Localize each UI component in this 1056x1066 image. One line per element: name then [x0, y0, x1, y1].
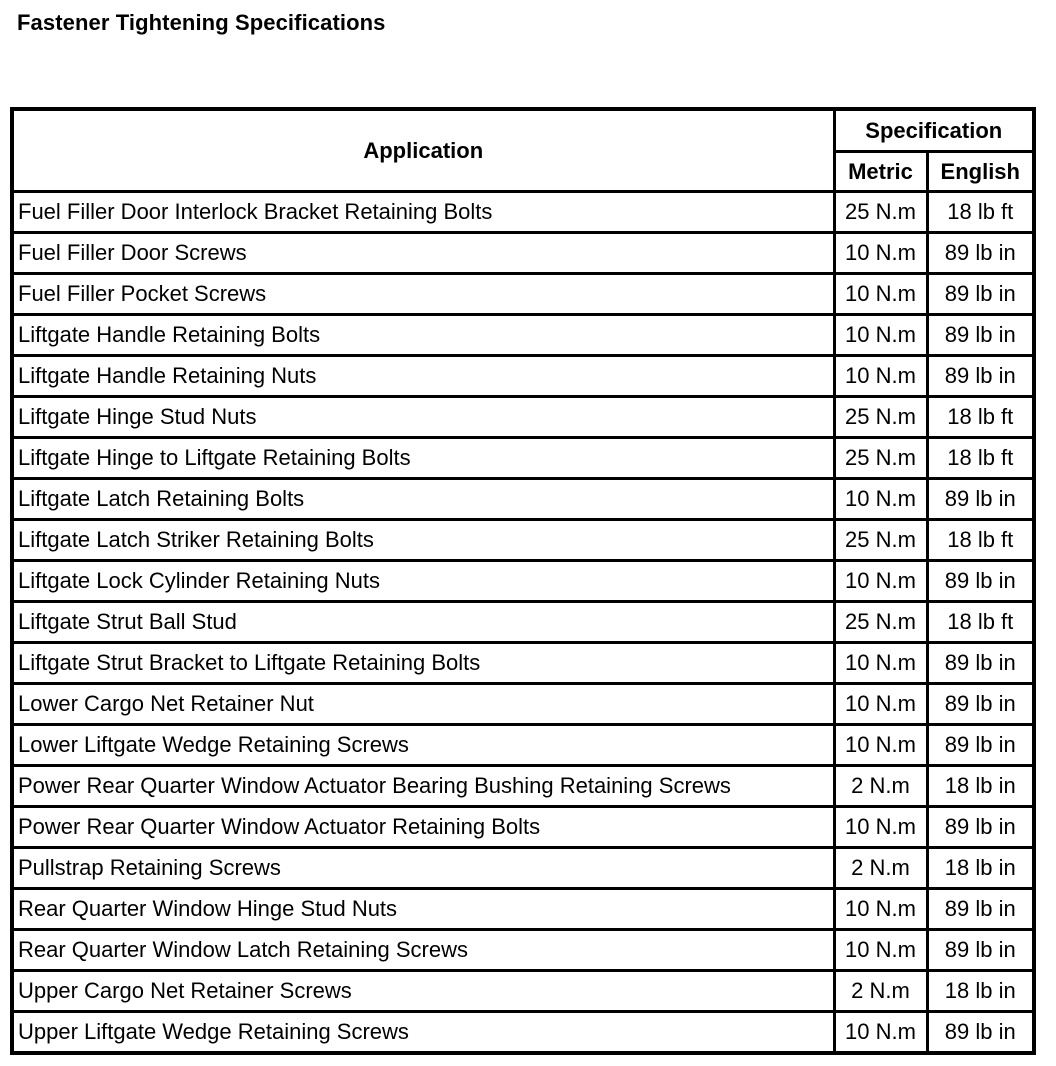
cell-metric: 10 N.m	[834, 274, 927, 315]
cell-metric: 10 N.m	[834, 233, 927, 274]
cell-english: 89 lb in	[927, 725, 1034, 766]
cell-metric: 10 N.m	[834, 807, 927, 848]
cell-metric: 25 N.m	[834, 602, 927, 643]
table-body	[12, 192, 1034, 1054]
cell-english: 89 lb in	[927, 479, 1034, 520]
cell-metric: 10 N.m	[834, 684, 927, 725]
cell-english: 89 lb in	[927, 233, 1034, 274]
cell-application: Lower Cargo Net Retainer Nut	[12, 684, 834, 725]
cell-metric: 25 N.m	[834, 192, 927, 233]
cell-application: Liftgate Handle Retaining Nuts	[12, 356, 834, 397]
cell-english: 89 lb in	[927, 889, 1034, 930]
cell-application: Upper Liftgate Wedge Retaining Screws	[12, 1012, 834, 1054]
cell-application: Fuel Filler Door Interlock Bracket Retaining Bolts	[12, 192, 834, 233]
cell-metric: 10 N.m	[834, 930, 927, 971]
cell-application: Liftgate Hinge to Liftgate Retaining Bolts	[12, 438, 834, 479]
cell-english: 89 lb in	[927, 684, 1034, 725]
table-row	[12, 315, 1034, 356]
fastener-spec-table	[10, 107, 1036, 1055]
cell-english: 89 lb in	[927, 643, 1034, 684]
table-row	[12, 397, 1034, 438]
cell-metric: 10 N.m	[834, 315, 927, 356]
table-row	[12, 684, 1034, 725]
table-row	[12, 520, 1034, 561]
cell-metric: 10 N.m	[834, 889, 927, 930]
table-row	[12, 848, 1034, 889]
cell-metric: 10 N.m	[834, 479, 927, 520]
cell-metric: 2 N.m	[834, 848, 927, 889]
cell-english: 89 lb in	[927, 274, 1034, 315]
page-title: Fastener Tightening Specifications	[17, 10, 386, 35]
cell-metric: 25 N.m	[834, 520, 927, 561]
cell-metric: 10 N.m	[834, 643, 927, 684]
table-row	[12, 274, 1034, 315]
header-application: Application	[12, 109, 834, 192]
cell-application: Rear Quarter Window Latch Retaining Screws	[12, 930, 834, 971]
cell-english: 18 lb ft	[927, 397, 1034, 438]
cell-application: Fuel Filler Door Screws	[12, 233, 834, 274]
cell-metric: 10 N.m	[834, 356, 927, 397]
table-row	[12, 192, 1034, 233]
cell-metric: 25 N.m	[834, 397, 927, 438]
cell-metric: 2 N.m	[834, 766, 927, 807]
cell-application: Lower Liftgate Wedge Retaining Screws	[12, 725, 834, 766]
cell-application: Liftgate Latch Striker Retaining Bolts	[12, 520, 834, 561]
cell-application: Fuel Filler Pocket Screws	[12, 274, 834, 315]
table-row	[12, 356, 1034, 397]
cell-english: 89 lb in	[927, 930, 1034, 971]
cell-application: Power Rear Quarter Window Actuator Bearing Bushing Retaining Screws	[12, 766, 834, 807]
table-row	[12, 561, 1034, 602]
cell-english: 18 lb in	[927, 971, 1034, 1012]
table-row	[12, 643, 1034, 684]
cell-english: 89 lb in	[927, 807, 1034, 848]
table-row	[12, 479, 1034, 520]
cell-application: Liftgate Strut Ball Stud	[12, 602, 834, 643]
header-metric: Metric	[834, 152, 927, 192]
cell-english: 18 lb in	[927, 848, 1034, 889]
table-row	[12, 889, 1034, 930]
cell-application: Liftgate Handle Retaining Bolts	[12, 315, 834, 356]
cell-english: 89 lb in	[927, 1012, 1034, 1054]
cell-english: 89 lb in	[927, 315, 1034, 356]
cell-application: Liftgate Lock Cylinder Retaining Nuts	[12, 561, 834, 602]
cell-application: Liftgate Latch Retaining Bolts	[12, 479, 834, 520]
cell-metric: 25 N.m	[834, 438, 927, 479]
cell-metric: 10 N.m	[834, 725, 927, 766]
cell-english: 18 lb in	[927, 766, 1034, 807]
cell-english: 89 lb in	[927, 356, 1034, 397]
cell-application: Power Rear Quarter Window Actuator Retaining Bolts	[12, 807, 834, 848]
cell-english: 18 lb ft	[927, 438, 1034, 479]
header-specification: Specification	[834, 109, 1034, 152]
table-row	[12, 807, 1034, 848]
table-row	[12, 725, 1034, 766]
table-row	[12, 438, 1034, 479]
cell-english: 18 lb ft	[927, 602, 1034, 643]
table-row	[12, 602, 1034, 643]
table-row	[12, 971, 1034, 1012]
cell-metric: 10 N.m	[834, 561, 927, 602]
cell-english: 18 lb ft	[927, 520, 1034, 561]
cell-application: Pullstrap Retaining Screws	[12, 848, 834, 889]
cell-metric: 2 N.m	[834, 971, 927, 1012]
cell-application: Liftgate Strut Bracket to Liftgate Retaining Bolts	[12, 643, 834, 684]
cell-application: Upper Cargo Net Retainer Screws	[12, 971, 834, 1012]
header-english: English	[927, 152, 1034, 192]
table-row	[12, 233, 1034, 274]
cell-english: 89 lb in	[927, 561, 1034, 602]
cell-application: Rear Quarter Window Hinge Stud Nuts	[12, 889, 834, 930]
cell-application: Liftgate Hinge Stud Nuts	[12, 397, 834, 438]
cell-metric: 10 N.m	[834, 1012, 927, 1054]
table-row	[12, 1012, 1034, 1054]
table-row	[12, 766, 1034, 807]
table-row	[12, 930, 1034, 971]
cell-english: 18 lb ft	[927, 192, 1034, 233]
